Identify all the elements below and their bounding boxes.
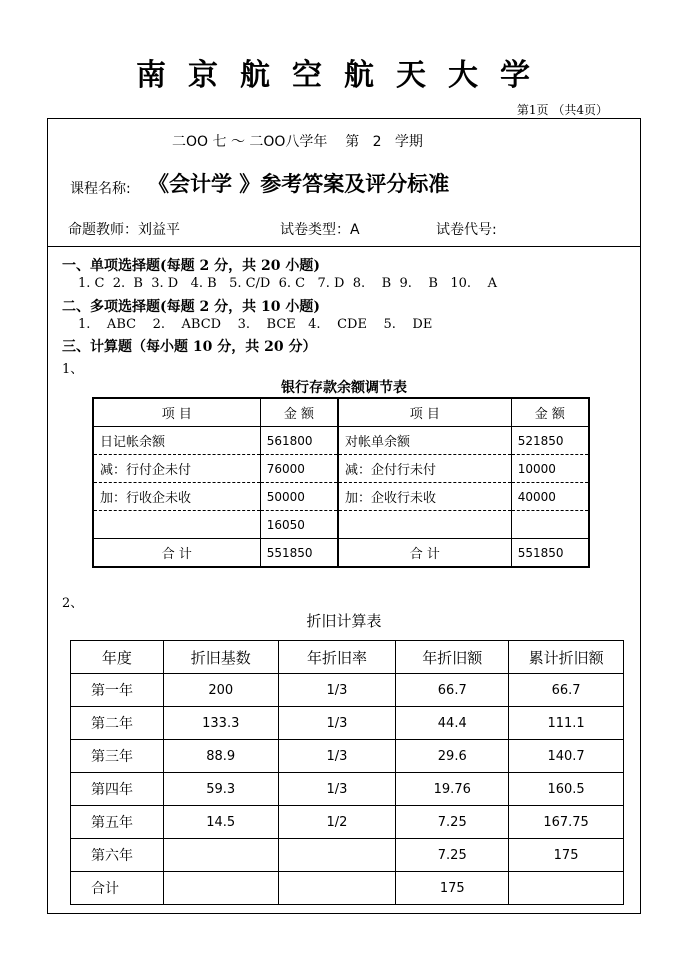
term-line: 二OO 七 ～ 二OO八学年 第 2 学期	[172, 134, 423, 150]
header-cell: 折旧基数	[163, 641, 278, 674]
table-total-row	[71, 872, 624, 905]
course-name: 《会计学 》参考答案及评分标准	[148, 171, 450, 196]
header-cell: 项 目	[338, 398, 511, 427]
table-total-row	[93, 539, 589, 568]
cell: 140.7	[509, 740, 624, 773]
cell: 1/3	[278, 773, 396, 806]
section-single-title: 一、单项选择题(每题 2 分，共 20 小题)	[62, 258, 320, 274]
cell: 76000	[260, 455, 338, 483]
cell: 40000	[511, 483, 589, 511]
cell: 175	[509, 839, 624, 872]
cell: 175	[396, 872, 509, 905]
cell: 200	[163, 674, 278, 707]
table-row	[71, 806, 624, 839]
table-header-row	[93, 398, 589, 427]
cell: 160.5	[509, 773, 624, 806]
cell: 减：企付行未付	[338, 455, 511, 483]
table-row	[71, 674, 624, 707]
cell: 1/3	[278, 674, 396, 707]
header-cell: 年折旧率	[278, 641, 396, 674]
cell: 19.76	[396, 773, 509, 806]
section-single-answers: 1. C 2. B 3. D 4. B 5. C/D 6. C 7. D 8. B 9. B 10. A	[78, 276, 497, 291]
cell	[93, 511, 260, 539]
header-cell: 年度	[71, 641, 164, 674]
paper-code-field: 试卷代号:	[436, 222, 497, 238]
cell: 167.75	[509, 806, 624, 839]
cell: 551850	[511, 539, 589, 568]
cell: 16050	[260, 511, 338, 539]
cell: 日记帐余额	[93, 427, 260, 455]
table-row	[71, 707, 624, 740]
cell: 第六年	[71, 839, 164, 872]
cell: 29.6	[396, 740, 509, 773]
cell: 50000	[260, 483, 338, 511]
header-cell: 项 目	[93, 398, 260, 427]
bank-table-title: 银行存款余额调节表	[281, 380, 407, 396]
cell	[278, 872, 396, 905]
table-row	[93, 427, 589, 455]
cell: 133.3	[163, 707, 278, 740]
cell: 第四年	[71, 773, 164, 806]
cell	[163, 872, 278, 905]
cell: 第一年	[71, 674, 164, 707]
cell: 1/3	[278, 740, 396, 773]
university-title: 南京航空航天大学	[136, 58, 552, 93]
cell: 1/3	[278, 707, 396, 740]
cell: 44.4	[396, 707, 509, 740]
section-multiple-title: 二、多项选择题(每题 2 分，共 10 小题)	[62, 299, 320, 315]
cell: 合计	[71, 872, 164, 905]
table-row	[71, 773, 624, 806]
header-divider	[47, 246, 641, 247]
cell: 合 计	[338, 539, 511, 568]
depreciation-table-title: 折旧计算表	[306, 612, 382, 630]
header-cell: 累计折旧额	[509, 641, 624, 674]
cell: 减：行付企未付	[93, 455, 260, 483]
header-cell: 金 额	[511, 398, 589, 427]
table-header-row	[71, 641, 624, 674]
cell: 66.7	[509, 674, 624, 707]
cell: 加：行收企未收	[93, 483, 260, 511]
section-calc-title: 三、计算题（每小题 10 分，共 20 分）	[62, 339, 317, 355]
question-2-label: 2、	[62, 596, 84, 611]
cell	[278, 839, 396, 872]
section-multiple-answers: 1. ABC 2. ABCD 3. BCE 4. CDE 5. DE	[78, 317, 433, 332]
depreciation-table	[70, 640, 624, 905]
cell: 对帐单余额	[338, 427, 511, 455]
table-row	[71, 839, 624, 872]
cell	[338, 511, 511, 539]
question-1-label: 1、	[62, 362, 84, 377]
cell: 第五年	[71, 806, 164, 839]
cell	[163, 839, 278, 872]
cell: 加：企收行未收	[338, 483, 511, 511]
cell: 第三年	[71, 740, 164, 773]
cell: 521850	[511, 427, 589, 455]
cell: 111.1	[509, 707, 624, 740]
cell	[511, 511, 589, 539]
header-cell: 金 额	[260, 398, 338, 427]
cell: 10000	[511, 455, 589, 483]
cell: 561800	[260, 427, 338, 455]
bank-reconciliation-table	[92, 397, 590, 568]
cell: 7.25	[396, 806, 509, 839]
cell: 7.25	[396, 839, 509, 872]
cell: 1/2	[278, 806, 396, 839]
cell: 第二年	[71, 707, 164, 740]
cell: 合 计	[93, 539, 260, 568]
paper-type-field: 试卷类型：A	[280, 222, 360, 238]
teacher-field: 命题教师：刘益平	[68, 222, 180, 238]
course-label: 课程名称:	[70, 181, 131, 197]
cell: 88.9	[163, 740, 278, 773]
cell: 59.3	[163, 773, 278, 806]
header-cell: 年折旧额	[396, 641, 509, 674]
table-row	[71, 740, 624, 773]
cell: 66.7	[396, 674, 509, 707]
page-number: 第1页 （共4页）	[516, 103, 608, 117]
table-row	[93, 511, 589, 539]
table-row	[93, 483, 589, 511]
cell: 551850	[260, 539, 338, 568]
table-row	[93, 455, 589, 483]
cell	[509, 872, 624, 905]
cell: 14.5	[163, 806, 278, 839]
